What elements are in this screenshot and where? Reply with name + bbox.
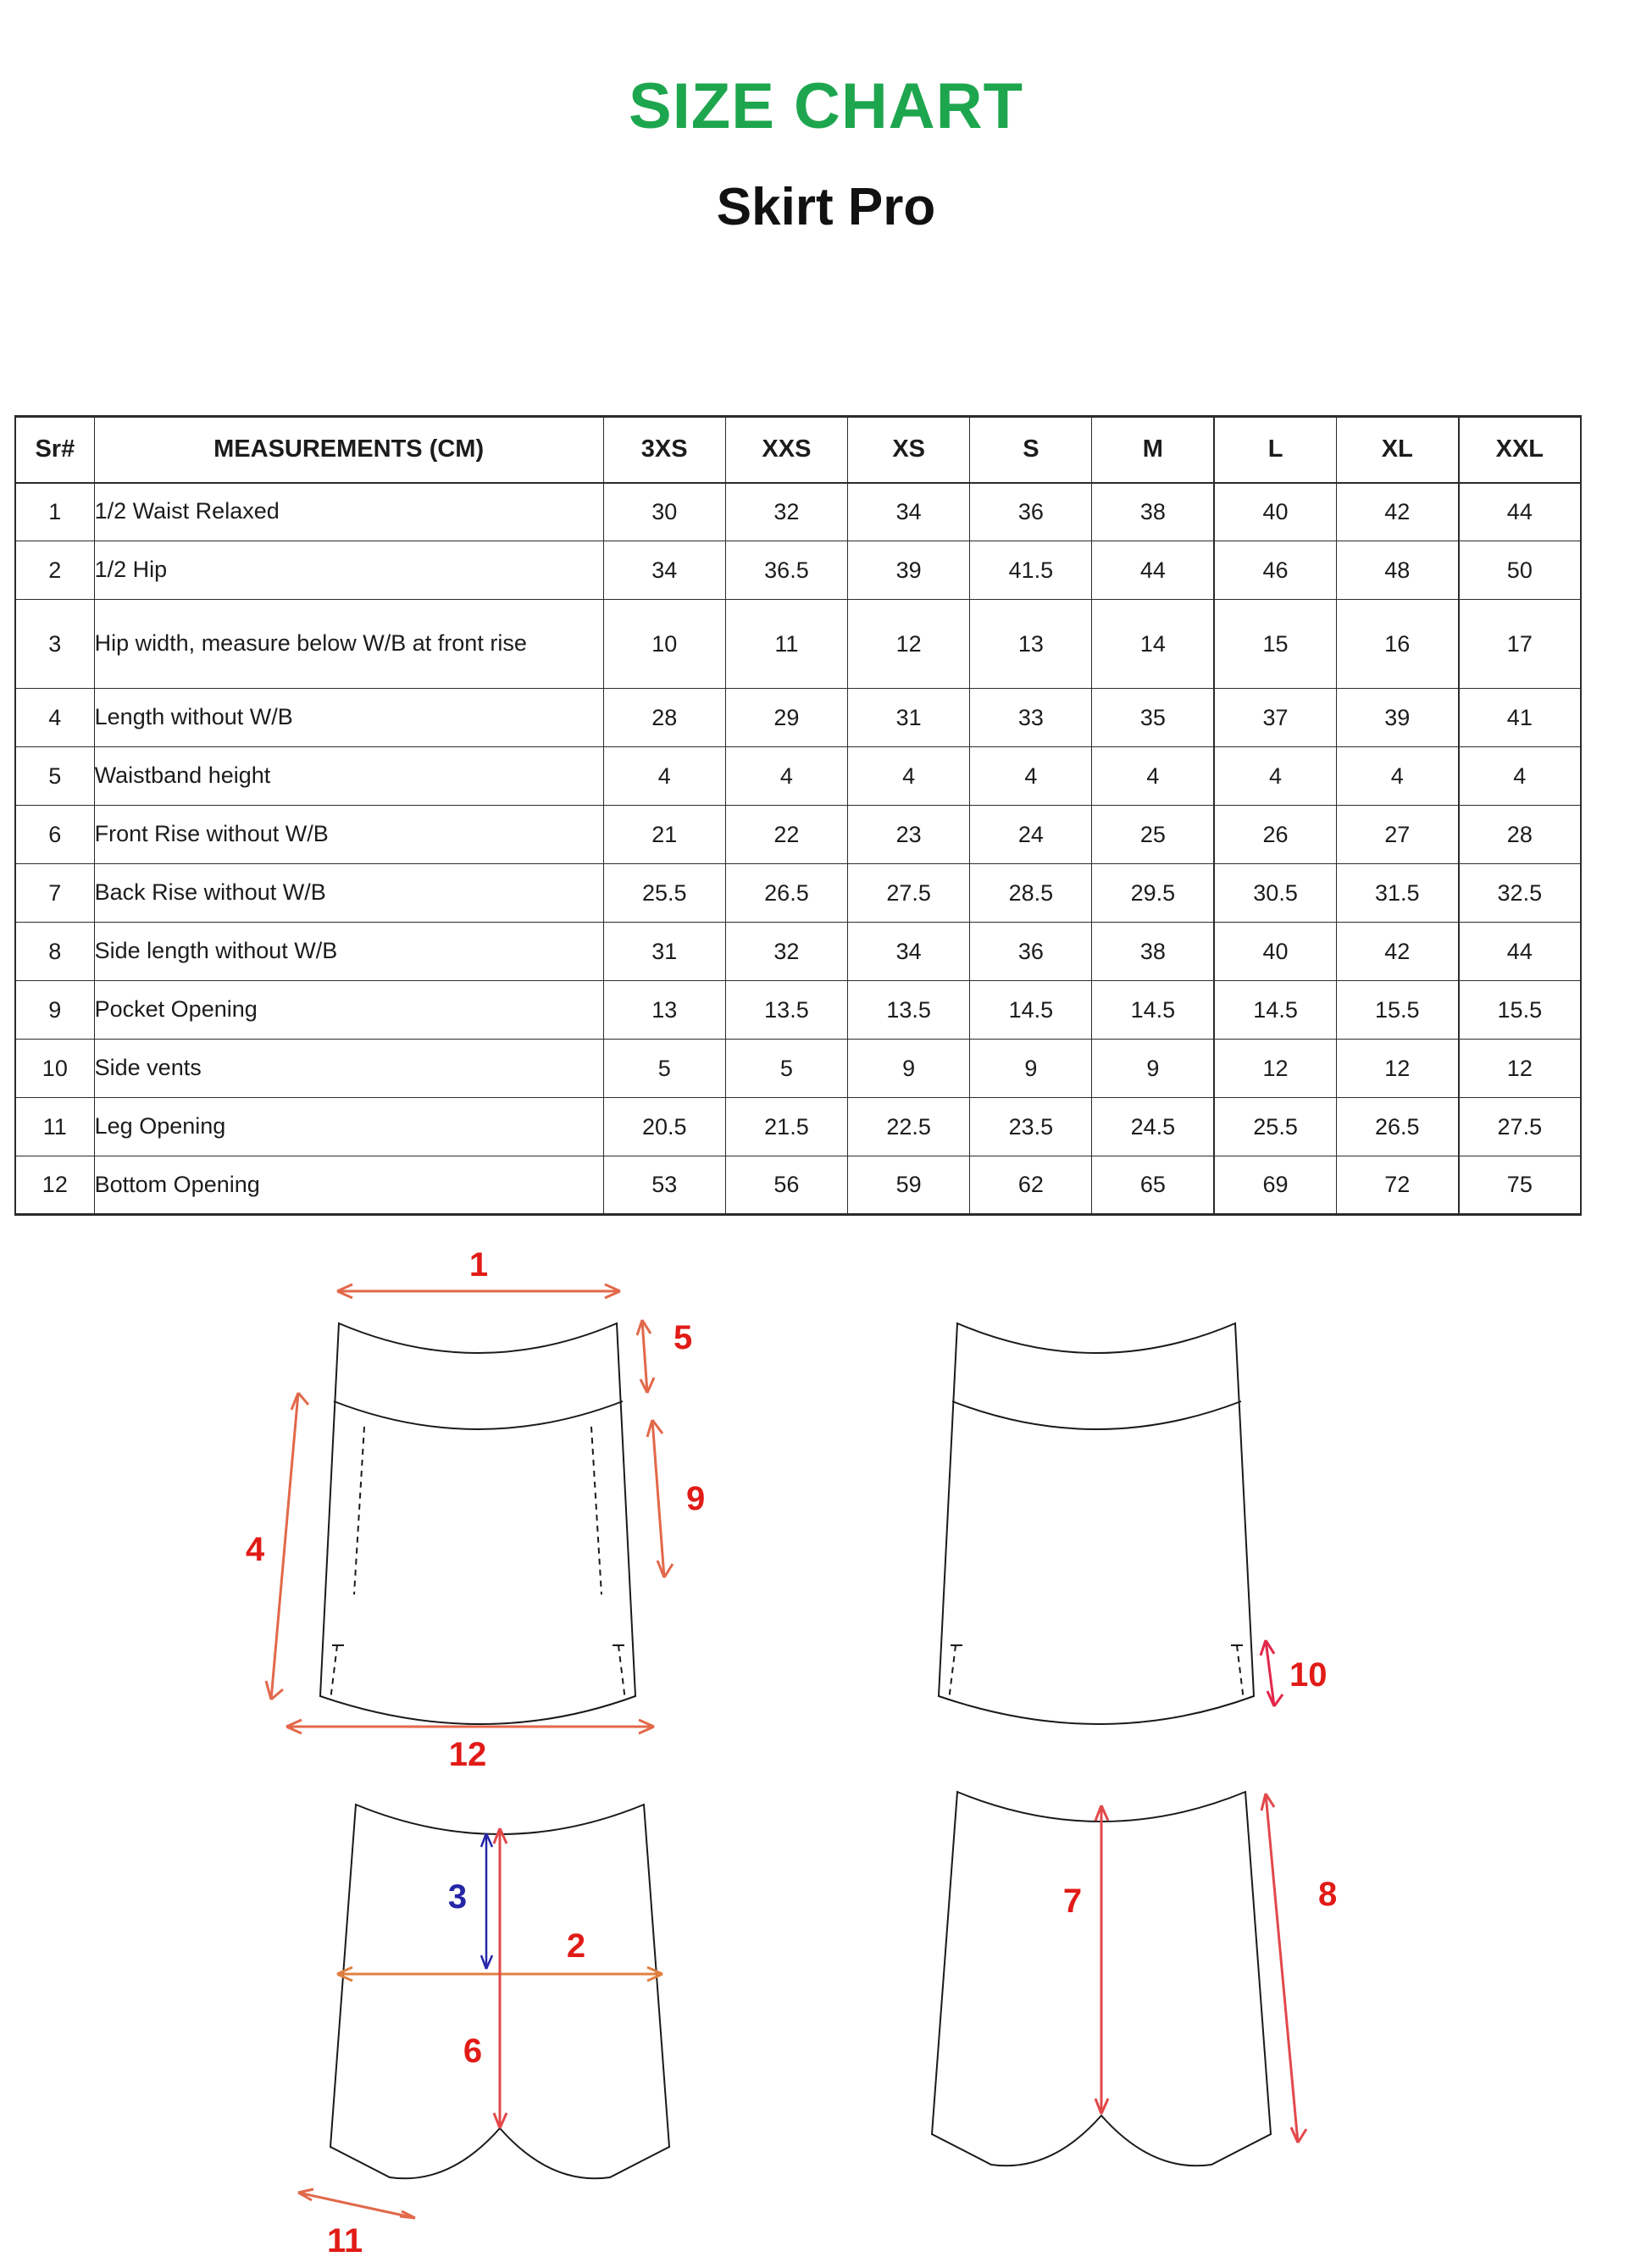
cell-value-xxs: 32	[725, 483, 847, 541]
cell-value-xxl: 4	[1459, 747, 1581, 806]
cell-value-3xs: 31	[603, 923, 725, 981]
cell-value-xl: 31.5	[1336, 864, 1458, 923]
cell-sr: 10	[15, 1040, 94, 1098]
dimension-line-12	[286, 1720, 654, 1733]
cell-value-xs: 39	[848, 541, 970, 600]
cell-value-s: 14.5	[970, 981, 1092, 1040]
cell-value-xl: 72	[1336, 1156, 1458, 1215]
cell-value-s: 33	[970, 689, 1092, 747]
dimension-line-1	[337, 1284, 620, 1298]
page-title: SIZE CHART	[629, 70, 1023, 142]
col-header-xl: XL	[1336, 417, 1458, 483]
cell-value-s: 36	[970, 923, 1092, 981]
cell-value-l: 69	[1214, 1156, 1336, 1215]
cell-value-3xs: 25.5	[603, 864, 725, 923]
col-header-xxl: XXL	[1459, 417, 1581, 483]
cell-measurement: Pocket Opening	[94, 981, 603, 1040]
cell-value-xxl: 12	[1459, 1040, 1581, 1098]
cell-value-3xs: 4	[603, 747, 725, 806]
cell-value-m: 4	[1092, 747, 1214, 806]
cell-value-l: 37	[1214, 689, 1336, 747]
cell-value-m: 25	[1092, 806, 1214, 864]
cell-value-xxs: 29	[725, 689, 847, 747]
cell-value-xxl: 17	[1459, 600, 1581, 689]
cell-value-xl: 39	[1336, 689, 1458, 747]
cell-value-xs: 13.5	[848, 981, 970, 1040]
table-row	[15, 1098, 1581, 1156]
cell-value-xxl: 27.5	[1459, 1098, 1581, 1156]
cell-measurement: Bottom Opening	[94, 1156, 603, 1215]
cell-value-s: 41.5	[970, 541, 1092, 600]
cell-sr: 9	[15, 981, 94, 1040]
cell-value-s: 4	[970, 747, 1092, 806]
table-row	[15, 864, 1581, 923]
cell-value-m: 29.5	[1092, 864, 1214, 923]
size-chart-table-wrap	[14, 415, 1582, 1216]
size-chart-table	[14, 415, 1582, 1216]
cell-value-xs: 12	[848, 600, 970, 689]
cell-value-xxs: 56	[725, 1156, 847, 1215]
col-header-l: L	[1214, 417, 1336, 483]
cell-value-3xs: 20.5	[603, 1098, 725, 1156]
dimension-line-11	[298, 2189, 415, 2218]
cell-value-s: 9	[970, 1040, 1092, 1098]
figure-skirt-front	[237, 1239, 864, 1781]
cell-value-l: 40	[1214, 483, 1336, 541]
callout-label-11: 11	[327, 2222, 363, 2260]
dimension-line-4	[266, 1393, 308, 1700]
table-row	[15, 689, 1581, 747]
cell-sr: 6	[15, 806, 94, 864]
table-row	[15, 981, 1581, 1040]
cell-sr: 1	[15, 483, 94, 541]
cell-value-xs: 27.5	[848, 864, 970, 923]
cell-measurement: Leg Opening	[94, 1098, 603, 1156]
table-row	[15, 1156, 1581, 1215]
cell-value-l: 25.5	[1214, 1098, 1336, 1156]
cell-sr: 7	[15, 864, 94, 923]
callout-label-6: 6	[463, 2032, 483, 2070]
dimension-line-6	[494, 1828, 507, 2128]
cell-measurement: Hip width, measure below W/B at front rise	[94, 600, 603, 689]
col-header-m: M	[1092, 417, 1214, 483]
cell-value-m: 35	[1092, 689, 1214, 747]
col-header-s: S	[970, 417, 1092, 483]
dimension-line-3	[481, 1833, 492, 1969]
cell-value-3xs: 21	[603, 806, 725, 864]
cell-value-s: 23.5	[970, 1098, 1092, 1156]
cell-value-3xs: 34	[603, 541, 725, 600]
cell-sr: 11	[15, 1098, 94, 1156]
callout-label-12: 12	[448, 1736, 487, 1773]
cell-value-s: 24	[970, 806, 1092, 864]
col-header-xxs: XXS	[725, 417, 847, 483]
cell-value-s: 28.5	[970, 864, 1092, 923]
technical-drawings	[0, 1239, 1652, 2268]
cell-value-m: 65	[1092, 1156, 1214, 1215]
cell-value-xl: 4	[1336, 747, 1458, 806]
callout-label-10: 10	[1289, 1656, 1328, 1694]
cell-value-m: 14.5	[1092, 981, 1214, 1040]
cell-sr: 3	[15, 600, 94, 689]
cell-value-m: 24.5	[1092, 1098, 1214, 1156]
cell-value-xl: 27	[1336, 806, 1458, 864]
col-header-measurements: MEASUREMENTS (CM)	[94, 417, 603, 483]
cell-value-l: 14.5	[1214, 981, 1336, 1040]
table-header-row	[15, 417, 1581, 483]
callout-label-8: 8	[1318, 1876, 1338, 1913]
cell-value-xxl: 75	[1459, 1156, 1581, 1215]
cell-measurement: Side length without W/B	[94, 923, 603, 981]
table-row	[15, 483, 1581, 541]
cell-value-xxl: 32.5	[1459, 864, 1581, 923]
cell-measurement: Waistband height	[94, 747, 603, 806]
callout-label-9: 9	[686, 1480, 706, 1517]
product-name: Skirt Pro	[716, 178, 936, 236]
callout-label-2: 2	[566, 1927, 586, 1965]
cell-measurement: Length without W/B	[94, 689, 603, 747]
table-row	[15, 1040, 1581, 1098]
cell-value-xxs: 36.5	[725, 541, 847, 600]
cell-value-xxs: 21.5	[725, 1098, 847, 1156]
cell-value-3xs: 28	[603, 689, 725, 747]
col-header-xs: XS	[848, 417, 970, 483]
cell-sr: 8	[15, 923, 94, 981]
cell-value-l: 30.5	[1214, 864, 1336, 923]
figure-skirt-back	[856, 1239, 1483, 1781]
cell-sr: 4	[15, 689, 94, 747]
cell-value-m: 14	[1092, 600, 1214, 689]
callout-label-7: 7	[1062, 1883, 1083, 1920]
cell-value-xs: 4	[848, 747, 970, 806]
cell-value-s: 13	[970, 600, 1092, 689]
cell-value-l: 26	[1214, 806, 1336, 864]
figure-shorts-front	[246, 1764, 839, 2264]
cell-sr: 2	[15, 541, 94, 600]
callout-label-5: 5	[674, 1319, 693, 1356]
cell-value-l: 4	[1214, 747, 1336, 806]
figure-shorts-back	[847, 1751, 1491, 2251]
cell-value-xxs: 32	[725, 923, 847, 981]
cell-value-xl: 42	[1336, 923, 1458, 981]
callout-label-4: 4	[246, 1531, 265, 1568]
cell-value-3xs: 13	[603, 981, 725, 1040]
col-header-3xs: 3XS	[603, 417, 725, 483]
callout-label-3: 3	[447, 1878, 468, 1916]
cell-value-xxl: 44	[1459, 483, 1581, 541]
cell-value-xs: 34	[848, 923, 970, 981]
cell-sr: 5	[15, 747, 94, 806]
cell-sr: 12	[15, 1156, 94, 1215]
cell-measurement: 1/2 Waist Relaxed	[94, 483, 603, 541]
cell-value-3xs: 10	[603, 600, 725, 689]
cell-value-xl: 26.5	[1336, 1098, 1458, 1156]
table-row	[15, 747, 1581, 806]
cell-value-xxs: 22	[725, 806, 847, 864]
cell-value-xl: 12	[1336, 1040, 1458, 1098]
cell-value-xl: 15.5	[1336, 981, 1458, 1040]
cell-value-xs: 22.5	[848, 1098, 970, 1156]
cell-value-xxl: 44	[1459, 923, 1581, 981]
cell-value-s: 62	[970, 1156, 1092, 1215]
cell-value-xs: 9	[848, 1040, 970, 1098]
cell-value-3xs: 30	[603, 483, 725, 541]
cell-value-l: 46	[1214, 541, 1336, 600]
table-header	[15, 417, 1581, 483]
table-row	[15, 600, 1581, 689]
col-header-sr: Sr#	[15, 417, 94, 483]
cell-value-s: 36	[970, 483, 1092, 541]
callout-label-1: 1	[468, 1246, 489, 1284]
cell-value-m: 38	[1092, 483, 1214, 541]
cell-value-xxs: 4	[725, 747, 847, 806]
cell-value-3xs: 5	[603, 1040, 725, 1098]
title-block	[0, 70, 1652, 236]
cell-value-m: 44	[1092, 541, 1214, 600]
cell-value-l: 15	[1214, 600, 1336, 689]
cell-value-xxl: 28	[1459, 806, 1581, 864]
cell-measurement: Front Rise without W/B	[94, 806, 603, 864]
dimension-line-5	[637, 1320, 654, 1393]
dimension-line-10	[1261, 1640, 1283, 1706]
cell-measurement: Back Rise without W/B	[94, 864, 603, 923]
cell-value-m: 38	[1092, 923, 1214, 981]
cell-value-xxl: 41	[1459, 689, 1581, 747]
table-row	[15, 541, 1581, 600]
cell-value-xxl: 50	[1459, 541, 1581, 600]
table-row	[15, 923, 1581, 981]
cell-value-3xs: 53	[603, 1156, 725, 1215]
cell-value-xxs: 13.5	[725, 981, 847, 1040]
cell-value-xs: 23	[848, 806, 970, 864]
cell-value-m: 9	[1092, 1040, 1214, 1098]
table-body	[15, 483, 1581, 1215]
dimension-line-9	[647, 1420, 673, 1578]
cell-value-xs: 31	[848, 689, 970, 747]
cell-value-xxl: 15.5	[1459, 981, 1581, 1040]
cell-value-l: 40	[1214, 923, 1336, 981]
cell-measurement: Side vents	[94, 1040, 603, 1098]
table-row	[15, 806, 1581, 864]
dimension-line-7	[1095, 1805, 1108, 2114]
cell-value-xl: 42	[1336, 483, 1458, 541]
cell-value-xxs: 26.5	[725, 864, 847, 923]
cell-value-xl: 48	[1336, 541, 1458, 600]
cell-value-xxs: 5	[725, 1040, 847, 1098]
cell-value-xs: 34	[848, 483, 970, 541]
cell-value-xxs: 11	[725, 600, 847, 689]
cell-measurement: 1/2 Hip	[94, 541, 603, 600]
cell-value-xs: 59	[848, 1156, 970, 1215]
cell-value-xl: 16	[1336, 600, 1458, 689]
cell-value-l: 12	[1214, 1040, 1336, 1098]
